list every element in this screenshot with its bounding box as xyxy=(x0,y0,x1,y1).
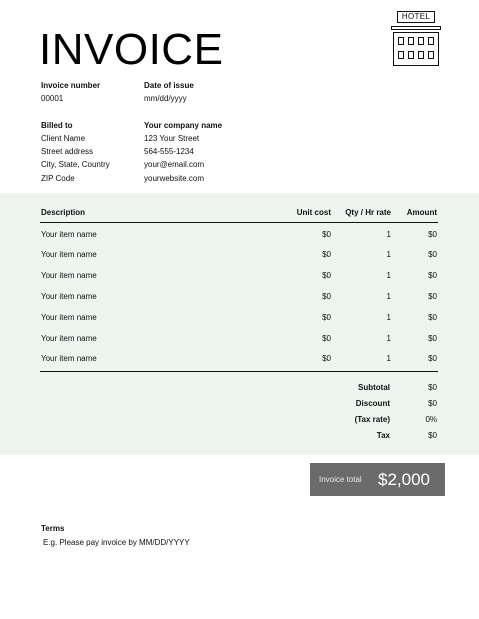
item-qty: 1 xyxy=(386,230,391,239)
item-unit-cost: $0 xyxy=(322,313,331,322)
table-row xyxy=(0,313,479,327)
item-description: Your item name xyxy=(41,313,97,322)
client-street: Street address xyxy=(41,147,94,156)
tax-rate-value: 0% xyxy=(425,415,437,424)
item-amount: $0 xyxy=(428,292,437,301)
invoice-number-label: Invoice number xyxy=(41,81,101,90)
item-qty: 1 xyxy=(386,292,391,301)
header-unit-cost: Unit cost xyxy=(296,208,331,217)
window-icon xyxy=(398,51,404,59)
invoice-total-value: $2,000 xyxy=(378,470,430,489)
item-qty: 1 xyxy=(386,334,391,343)
item-unit-cost: $0 xyxy=(322,230,331,239)
table-row xyxy=(0,250,479,264)
table-row xyxy=(0,292,479,306)
item-qty: 1 xyxy=(386,354,391,363)
table-header-rule xyxy=(40,222,438,223)
window-icon xyxy=(428,51,434,59)
table-row xyxy=(0,271,479,285)
item-description: Your item name xyxy=(41,271,97,280)
client-name: Client Name xyxy=(41,134,86,143)
table-row xyxy=(0,354,479,368)
company-website: yourwebsite.com xyxy=(144,174,205,183)
item-qty: 1 xyxy=(386,271,391,280)
header-amount: Amount xyxy=(406,208,437,217)
tax-value: $0 xyxy=(428,431,437,440)
header-description: Description xyxy=(41,208,86,217)
hotel-sign: HOTEL xyxy=(397,11,435,23)
company-email: your@email.com xyxy=(144,160,205,169)
subtotal-label: Subtotal xyxy=(358,383,390,392)
item-unit-cost: $0 xyxy=(322,271,331,280)
hotel-roof xyxy=(391,26,441,30)
item-amount: $0 xyxy=(428,313,437,322)
item-description: Your item name xyxy=(41,250,97,259)
subtotal-value: $0 xyxy=(428,383,437,392)
company-street: 123 Your Street xyxy=(144,134,200,143)
date-of-issue-value: mm/dd/yyyy xyxy=(144,94,187,103)
hotel-building-icon xyxy=(389,10,443,68)
tax-rate-label: (Tax rate) xyxy=(354,415,390,424)
item-qty: 1 xyxy=(386,250,391,259)
item-qty: 1 xyxy=(386,313,391,322)
invoice-number-value: 00001 xyxy=(41,94,64,103)
invoice-title: INVOICE xyxy=(39,25,224,74)
discount-value: $0 xyxy=(428,399,437,408)
table-row xyxy=(0,230,479,244)
header-qty: Qty / Hr rate xyxy=(345,208,391,217)
item-description: Your item name xyxy=(41,230,97,239)
item-amount: $0 xyxy=(428,354,437,363)
company-name-label: Your company name xyxy=(144,121,223,130)
item-amount: $0 xyxy=(428,271,437,280)
billed-to-label: Billed to xyxy=(41,121,73,130)
date-of-issue-label: Date of issue xyxy=(144,81,194,90)
terms-label: Terms xyxy=(41,524,65,533)
item-description: Your item name xyxy=(41,292,97,301)
window-icon xyxy=(408,37,414,45)
item-unit-cost: $0 xyxy=(322,250,331,259)
client-city: City, State, Country xyxy=(41,160,110,169)
item-description: Your item name xyxy=(41,334,97,343)
invoice-total-box xyxy=(310,463,445,496)
window-icon xyxy=(398,37,404,45)
table-footer-rule xyxy=(40,371,438,372)
window-icon xyxy=(428,37,434,45)
item-unit-cost: $0 xyxy=(322,334,331,343)
company-phone: 564-555-1234 xyxy=(144,147,194,156)
tax-label: Tax xyxy=(376,431,390,440)
terms-text: E.g. Please pay invoice by MM/DD/YYYY xyxy=(43,538,190,547)
client-zip: ZIP Code xyxy=(41,174,75,183)
item-unit-cost: $0 xyxy=(322,354,331,363)
item-unit-cost: $0 xyxy=(322,292,331,301)
item-amount: $0 xyxy=(428,230,437,239)
discount-label: Discount xyxy=(355,399,390,408)
table-row xyxy=(0,334,479,348)
item-amount: $0 xyxy=(428,250,437,259)
item-amount: $0 xyxy=(428,334,437,343)
invoice-total-label: Invoice total xyxy=(319,475,362,484)
hotel-body xyxy=(393,32,439,66)
window-icon xyxy=(408,51,414,59)
item-description: Your item name xyxy=(41,354,97,363)
window-icon xyxy=(418,51,424,59)
window-icon xyxy=(418,37,424,45)
